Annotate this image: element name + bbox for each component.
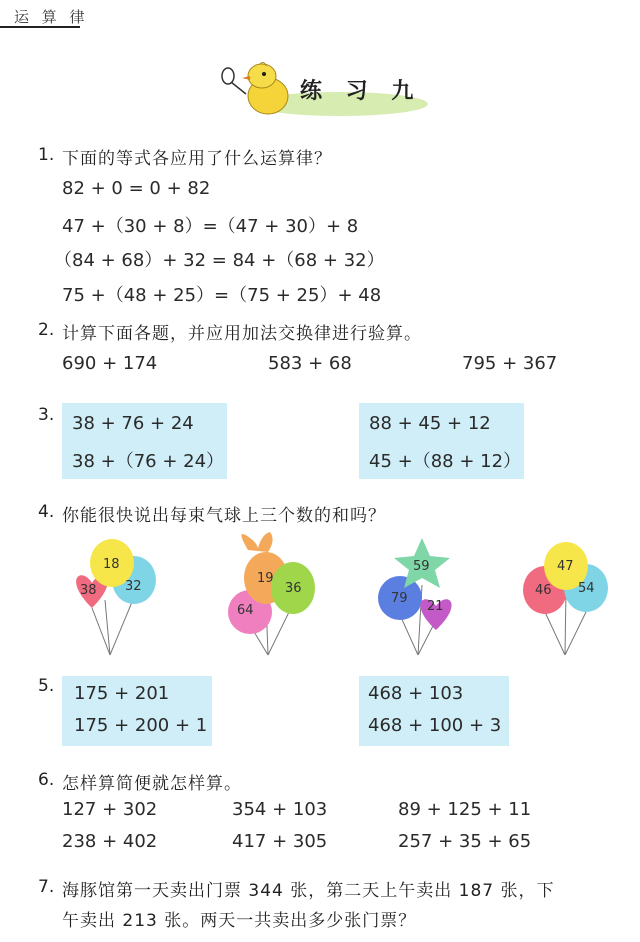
q6-item-5: 417 + 305 [232, 831, 328, 852]
balloon-number: 36 [285, 581, 302, 596]
chick-beak [242, 76, 250, 80]
q5-right-line-1: 468 + 103 [368, 683, 464, 704]
balloon-bunches [0, 530, 640, 660]
balloon-number: 19 [257, 571, 274, 586]
question-number-6: 6. [38, 770, 55, 790]
question-7-line-1: 海豚馆第一天卖出门票 344 张，第二天上午卖出 187 张，下 [62, 881, 555, 901]
chick-head [248, 64, 276, 88]
balloon-number: 79 [391, 591, 408, 606]
bunny-balloon-icon [241, 532, 272, 552]
q3-right-line-1: 88 + 45 + 12 [369, 413, 491, 434]
balloon-number: 54 [578, 581, 595, 596]
q1-equation-1: 82 + 0 = 0 + 82 [62, 178, 211, 199]
q2-item-2: 583 + 68 [268, 353, 352, 374]
balloon-bunch-1 [76, 539, 156, 655]
balloon-number: 64 [237, 603, 254, 618]
question-7-line-2: 午卖出 213 张。两天一共卖出多少张门票？ [62, 911, 417, 931]
question-number-5: 5. [38, 676, 55, 696]
header-rule [0, 26, 80, 28]
balloon-bunch-2 [228, 532, 315, 655]
racket-icon [222, 68, 234, 84]
exercise-title-banner [220, 62, 430, 122]
balloon-number: 59 [413, 559, 430, 574]
q6-item-3: 89 + 125 + 11 [398, 799, 532, 820]
q3-left-line-1: 38 + 76 + 24 [72, 413, 194, 434]
q5-left-line-2: 175 + 200 + 1 [74, 715, 208, 736]
exercise-title: 练 习 九 [300, 79, 422, 104]
question-number-1: 1. [38, 145, 55, 165]
balloon-number: 38 [80, 583, 97, 598]
balloon-number: 32 [125, 579, 142, 594]
section-header: 运 算 律 [14, 8, 89, 26]
racket-handle [231, 82, 246, 94]
q1-equation-3: （84 + 68）+ 32 = 84 +（68 + 32） [54, 250, 385, 271]
question-2-text: 计算下面各题，并应用加法交换律进行验算。 [62, 324, 422, 344]
balloon-number: 21 [427, 599, 444, 614]
balloon-number: 46 [535, 583, 552, 598]
q1-equation-2: 47 +（30 + 8）=（47 + 30）+ 8 [62, 216, 359, 237]
q1-equation-4: 75 +（48 + 25）=（75 + 25）+ 48 [62, 285, 382, 306]
q3-left-line-2: 38 +（76 + 24） [72, 451, 225, 472]
balloon-bunch-4 [523, 542, 608, 655]
question-6-text: 怎样算简便就怎样算。 [62, 774, 242, 794]
balloon-number: 47 [557, 559, 574, 574]
q6-item-6: 257 + 35 + 65 [398, 831, 532, 852]
balloon-bunch-3 [378, 538, 452, 655]
balloon-number: 18 [103, 557, 120, 572]
question-1-text: 下面的等式各应用了什么运算律？ [62, 149, 332, 169]
question-4-text: 你能很快说出每束气球上三个数的和吗？ [62, 506, 386, 526]
q5-right-line-2: 468 + 100 + 3 [368, 715, 502, 736]
q6-item-4: 238 + 402 [62, 831, 158, 852]
question-number-7: 7. [38, 877, 55, 897]
chick-eye [262, 72, 266, 76]
q5-left-line-1: 175 + 201 [74, 683, 170, 704]
question-number-4: 4. [38, 502, 55, 522]
question-number-3: 3. [38, 405, 55, 425]
q6-item-1: 127 + 302 [62, 799, 158, 820]
q6-item-2: 354 + 103 [232, 799, 328, 820]
question-number-2: 2. [38, 320, 55, 340]
q3-right-line-2: 45 +（88 + 12） [369, 451, 522, 472]
q2-item-1: 690 + 174 [62, 353, 158, 374]
q2-item-3: 795 + 367 [462, 353, 558, 374]
